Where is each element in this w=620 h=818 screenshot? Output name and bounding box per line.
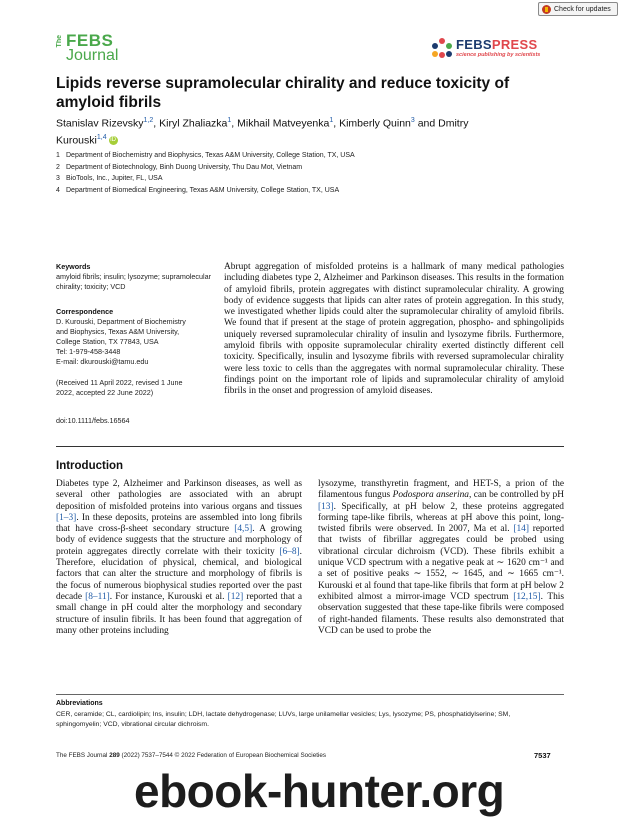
journal-logo [56,31,136,65]
article-title: Lipids reverse supramolecular chirality and reduce toxicity of amyloid fibrils [56,75,510,111]
watermark: ebook-hunter.org [134,765,505,817]
author-affiliation-sup: 1 [329,117,334,124]
febs-press-logo [432,36,544,62]
received-dates [56,378,216,398]
author-name[interactable]: Stanislav Rizevsky [56,117,144,130]
author-list: Stanislav Rizevsky$^{1,2}$, Kiryl Zhaliazka$^1$, Mikhail Matveyenka$^1$, Kimberly Quinn$^3$ and Dmitry Kurouski$^{1,4}$ iD [56,117,469,146]
correspondence-heading: Correspondence [56,307,114,316]
correspondence-line: D. Kurouski, Department of Biochemistry [56,317,186,326]
species-name: Podospora anserina [392,490,469,501]
body-text: Diabetes type 2, Alzheimer and Parkinson diseases, as well as several other pathologies are associated with an abrupt deposition of misfolded proteins into various organs and tissues [56,479,302,512]
citation-link[interactable]: [6–8] [279,546,300,557]
press-dot [432,51,438,57]
section-divider [56,446,564,447]
journal-logo-journal: Journal [66,47,119,64]
crossmark-icon [542,5,551,14]
affiliation-item: 3 BioTools, Inc., Jupiter, FL, USA [56,175,163,183]
keywords-heading: Keywords [56,262,91,271]
doi[interactable]: doi:10.1111/febs.16564 [56,416,130,425]
orcid-icon[interactable]: iD [110,136,116,143]
abbreviations-heading: Abbreviations [56,700,103,707]
author-name[interactable]: Mikhail Matveyenka [237,117,330,130]
abbreviations-text: CER, ceramide; CL, cardiolipin; Ins, insulin; LDH, lactate dehydrogenase; LUVs, large unilamellar vesicles; Lys, lysozyme; PS, phosphatidylserine; SM, sphingomyelin; VCD, vibrational circular dichroism. [56,711,511,728]
abstract: Abrupt aggregation of misfolded proteins is a hallmark of many medical pathologies including diabetes type 2, Alzheimer and Parkinson diseases. This results in the formation of amyloid fibrils, protein aggregates with distinct supramolecular chirality. A growing body of evidence suggests that lipids can alter rates of protein aggregation. In this study, we investigated whether lipids could alter the supramolecular chirality of amyloid fibrils. We found that if present at the stage of protein aggregation, phospho- and sphingolipids uniquely reversed supramolecular chirality of insulin and lysozyme fibrils. Furthermore, amyloid fibrils with opposite supramolecular chirality exerted distinctly different cell toxicity. Specifically, insulin and lysozyme fibrils with reversed supramolecular chirality were less toxic to cells than the aggregates with normal supramolecular chirality. These findings point on the important role of lipids and supramolecular chirality of amyloid fibrils in the onset and progression of amyloid diseases. [224,262,564,397]
febs-press-dots-icon [432,38,452,58]
body-text: lysozyme, transthyretin fragment, and HET-S, a prion of the filamentous fungus [318,479,564,501]
affiliation-item: 4 Department of Biomedical Engineering, Texas A&M University, College Station, TX, USA [56,187,340,195]
citation-link[interactable]: [13] [318,501,334,512]
correspondence-text [56,317,216,367]
affiliation-item: 1 Department of Biochemistry and Biophysics, Texas A&M University, College Station, TX, USA [56,152,355,159]
press-dot [439,52,445,58]
citation-link[interactable]: [12,15] [513,591,541,602]
keywords-text: amyloid fibrils; insulin; lysozyme; supramolecular chirality; toxicity; VCD [56,272,211,291]
page-number: 7537 [534,751,551,760]
author-affiliation-sup: 1,4 [96,133,107,141]
body-text: reported that twists of fibrillar aggregates could be probed using vibrational circular dichroism (VCD). These fibrils exhibit a unique VCD spectrum with a negative peak at ∼ 1620 cm⁻¹ and a set of positive peaks ∼ 1552, ∼ 1645, and ∼ 1665 cm⁻¹. Kurouski et al found that tape-like fibrils that form at pH below 2 exhibited almost a mirror-image VCD spectrum [318,524,565,602]
author-name[interactable]: Kimberly Quinn [339,117,411,130]
received-line: (Received 11 April 2022, revised 1 June [56,378,183,387]
body-text: reported that a small change in pH could alter the morphology and secondary structure of insulin fibrils. It has been found that aggregation of many other proteins including [56,591,302,636]
correspondence-line: and Biophysics, Texas A&M University, [56,327,180,336]
correspondence-block [56,307,216,367]
author-affiliation-sup: 1 [227,117,232,124]
body-text: . In these deposits, proteins are assembled into long fibrils that have cross-β-sheet secondary structure [56,512,302,535]
citation-link[interactable]: [4,5] [234,524,253,535]
check-for-updates-button[interactable] [538,2,618,16]
citation-link[interactable]: [1–3] [56,512,77,523]
page-footer: The FEBS Journal 289 (2022) 7537–7544 © 2022 Federation of European Biochemical Societies [56,752,326,759]
correspondence-line: College Station, TX 77843, USA [56,337,159,346]
intro-column-right [318,479,564,637]
author-name[interactable]: Dmitry Kurouski [56,117,469,146]
body-text: , can be controlled by pH [468,490,564,501]
body-text: . Therefore, elucidation of physical, chemical, and biological factors that can alter the structure and morphology of fibrils is the focus of numerous biophysical studies reported over the past decade [56,546,302,602]
footnote-divider [56,694,564,695]
febs-press-tagline: science publishing by scientists [456,52,541,58]
press-dot [432,43,438,49]
received-line: 2022, accepted 22 June 2022) [56,388,154,397]
citation-link[interactable]: [8–11] [85,591,110,602]
body-text: . For instance, Kurouski et al. [109,591,228,602]
author-affiliation-sup: 1,2 [143,117,154,124]
press-dot [446,43,452,49]
author-affiliation-sup: 3 [410,117,415,124]
affiliations [56,150,556,197]
body-text: . Specifically, at pH below 2, these proteins aggregated forming tape-like fibrils, whereas at pH above this point, long-twisted fibrils were observed. In 2007, Ma et al. [318,501,564,535]
keywords-block [56,262,216,292]
author-name[interactable]: Kiryl Zhaliazka [159,117,228,130]
body-text: . This observation suggested that these tape-like fibrils were composed of right-handed filaments. These results also demonstrated that VCD can be used to probe the [318,591,565,636]
citation-link[interactable]: [12] [227,591,244,602]
body-text: . A growing body of evidence suggests that the structure and morphology of protein aggregates directly correlate with their toxicity [56,524,302,557]
journal-logo-febs: FEBS [66,31,114,50]
febs-press-wordmark: FEBSPRESS [456,37,538,52]
introduction-heading: Introduction [56,460,124,472]
press-dot [446,51,452,57]
correspondence-line: E-mail: dkurouski@tamu.edu [56,357,149,366]
check-for-updates-label: Check for updates [554,5,611,13]
affiliation-item: 2 Department of Biotechnology, Binh Duong University, Thu Dau Mot, Vietnam [56,163,303,171]
correspondence-line: Tel: 1-979-458-3448 [56,347,121,356]
press-dot [439,38,445,44]
citation-link[interactable]: [14] [513,524,529,535]
intro-column-left [56,479,302,637]
journal-logo-the: The [56,35,63,48]
